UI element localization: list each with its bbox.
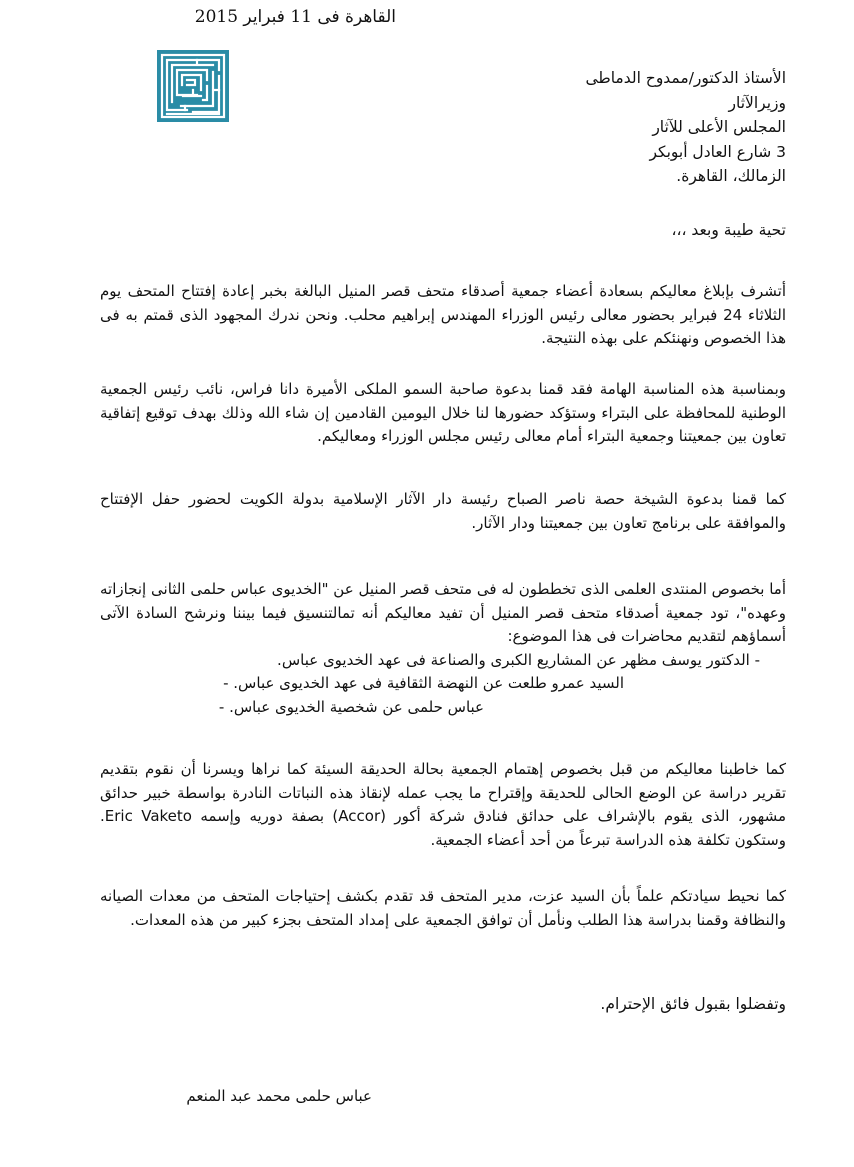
recipient-line: وزيرالآثار: [728, 93, 786, 112]
paragraph-sheikha-invitation: [100, 488, 786, 535]
recipient-address: [100, 66, 786, 189]
paragraph-forum: [100, 578, 786, 719]
recipient-line: المجلس الأعلى للآثار: [652, 118, 786, 136]
paragraph-text: كما نحيط سيادتكم علماً بأن السيد عزت، مدير المتحف قد تقدم بكشف إحتياجات المتحف من معدات الصيانه والنظافة وقمنا بدراسة هذا الطلب ونأمل أن توافق الجمعية على إمداد المتحف بجزء كبير من هذه المعدات.: [100, 887, 786, 929]
paragraph-equipment: [100, 885, 786, 932]
paragraph-text: كما خاطبنا معاليكم من قبل بخصوص إهتمام الجمعية بحالة الحديقة السيئة كما نراها ويسرنا أن نقوم بتقديم تقرير دراسة عن الوضع الحالى للحديقة وإقتراح ما يجب عمله لإنقاذ هذه النباتات النادرة بواسطة خبير حدائق مشهور، الذى يقوم بالإشراف على حدائق فنادق شركة أكور (Accor) بصفة دوريه وإسمه Eric Vaketo. وستكون تكلفة هذه الدراسة تبرعاً من أحد أعضاء الجمعية.: [100, 760, 786, 849]
lecture-list-item: - الدكتور يوسف مظهر عن المشاريع الكبرى والصناعة فى عهد الخديوى عباس.: [277, 650, 760, 669]
recipient-line: 3 شارع العادل أبوبكر: [649, 142, 786, 161]
paragraph-text: أتشرف بإبلاغ معاليكم بسعادة أعضاء جمعية أصدقاء متحف قصر المنيل البالغة بخبر إعادة إفتتاح المتحف يوم الثلاثاء 24 فبراير بحضور معالى رئيس الوزراء المهندس إبراهيم محلب. ونحن ندرك المجهود الذى قمتم به فى هذا الخصوص ونهنئكم على بهذه النتيجة.: [100, 282, 786, 347]
paragraph-text: كما قمنا بدعوة الشيخة حصة ناصر الصباح رئيسة دار الآثار الإسلامية بدولة الكويت لحضور حفل الإفتتاح والموافقة على برنامج تعاون بين جمعيتنا ودار الآثار.: [100, 490, 786, 532]
paragraph-garden: [100, 758, 786, 852]
lecture-list-item: السيد عمرو طلعت عن النهضة الثقافية فى عهد الخديوى عباس. -: [223, 674, 624, 692]
lecture-list-item: عباس حلمى عن شخصية الخديوى عباس. -: [218, 697, 484, 716]
paragraph-text: أما بخصوص المنتدى العلمى الذى تخططون له فى متحف قصر المنيل عن "الخديوى عباس حلمى الثانى إنجازاته وعهده"، تود جمعية أصدقاء متحف قصر المنيل أن تفيد معاليكم أنه تمالتنسيق فيما بيننا ونرشح السادة الآتى أسماؤهم لتقديم محاضرات فى هذا الموضوع:: [100, 580, 786, 645]
letter-date: القاهرة فى 11 فبراير 2015: [194, 7, 396, 27]
recipient-line: الزمالك، القاهرة.: [676, 167, 786, 185]
paragraph-reopening: [100, 280, 786, 351]
closing-line: وتفضلوا بقبول فائق الإحترام.: [600, 995, 786, 1013]
paragraph-princess-invitation: [100, 378, 786, 449]
signature-name: عباس حلمى محمد عبد المنعم: [186, 1087, 372, 1105]
greeting: تحية طيبة وبعد ،،،: [671, 221, 786, 239]
paragraph-text: وبمناسبة هذه المناسبة الهامة فقد قمنا بدعوة صاحبة السمو الملكى الأميرة دانا فراس، نائب رئيس الجمعية الوطنية للمحافظة على البتراء وستؤكد حضورها لنا خلال اليومين القادمين إن شاء الله وذلك بهدف توقيع إتفاقية تعاون بين جمعيتنا وجمعية البتراء أمام معالى رئيس مجلس الوزراء ومعاليكم.: [100, 380, 786, 445]
recipient-line: الأستاذ الدكتور/ممدوح الدماطى: [585, 69, 786, 87]
